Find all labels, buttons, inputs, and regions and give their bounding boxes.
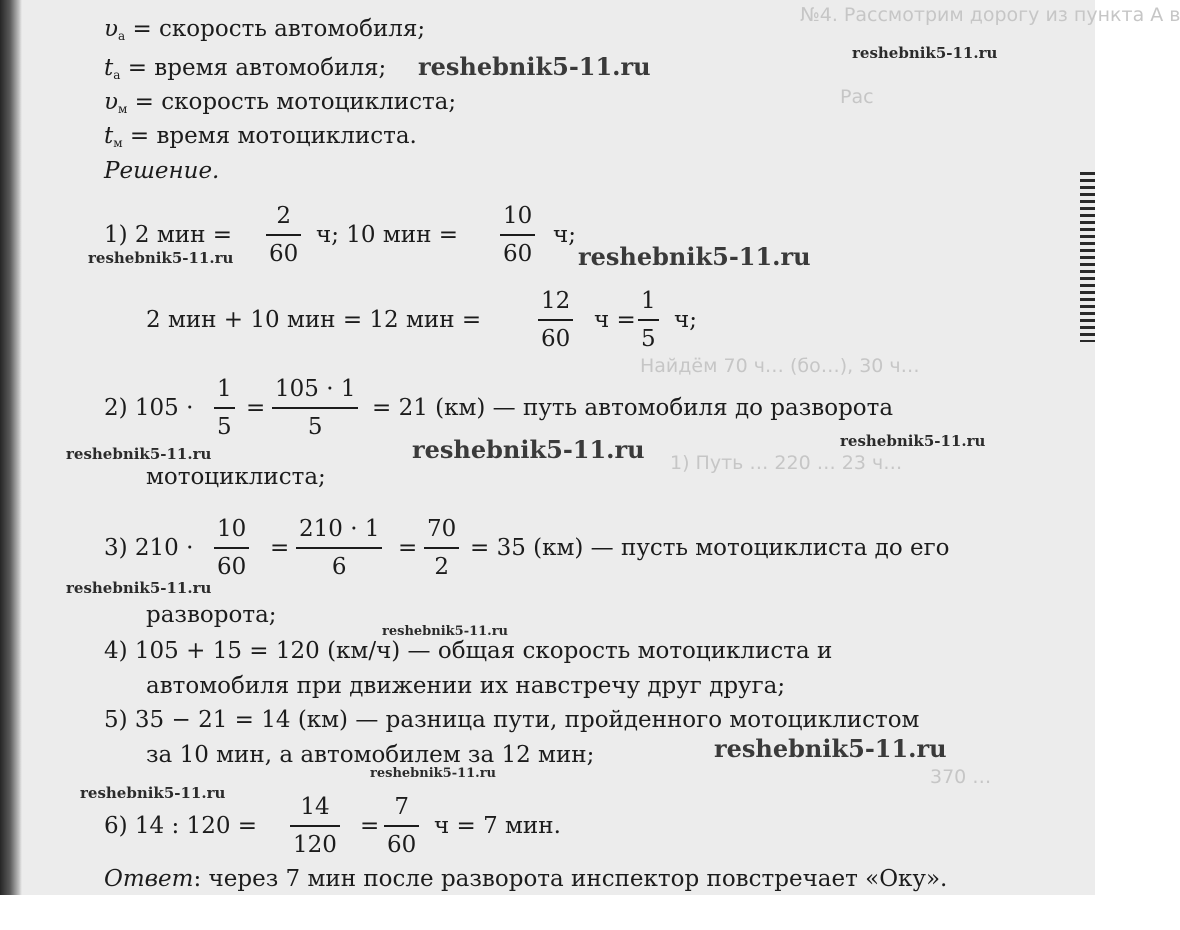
step-3-text: = (398, 535, 418, 561)
fraction: 14 120 (290, 796, 340, 857)
step-4-text: 4) 105 + 15 = 120 (км/ч) — общая скорость мотоциклиста и (104, 638, 833, 664)
watermark: reshebnik5-11.ru (80, 784, 226, 802)
watermark: reshebnik5-11.ru (578, 242, 811, 271)
page-binding-shadow (0, 0, 22, 895)
definition-line: $t_м$ = время мотоциклиста. (104, 123, 417, 150)
step-5-text: 5) 35 − 21 = 14 (км) — разница пути, пройденного мотоциклистом (104, 707, 920, 733)
step-6-text: 6) 14 : 120 = (104, 813, 258, 839)
step-1-text: ч; 10 мин = (316, 222, 458, 248)
watermark: reshebnik5-11.ru (418, 52, 651, 81)
bleed-through-text: Найдём 70 ч… (бо…), 30 ч… (640, 355, 920, 377)
definition-line: $\upsilon_м$ = скорость мотоциклиста; (104, 89, 457, 116)
step-1-text: ч = (594, 307, 636, 333)
watermark: reshebnik5-11.ru (370, 766, 497, 781)
answer-label: Ответ (104, 866, 194, 892)
watermark: reshebnik5-11.ru (852, 44, 998, 62)
solution-heading: Решение. (104, 158, 220, 184)
fraction: 210 · 1 6 (296, 518, 382, 579)
fraction: 1 5 (638, 290, 659, 351)
definition-line: $\upsilon_а$ = скорость автомобиля; (104, 16, 426, 43)
watermark: reshebnik5-11.ru (382, 624, 509, 639)
fraction: 1 5 (214, 378, 235, 439)
bleed-through-text: Рас (840, 86, 874, 108)
bleed-through-text: №4. Рассмотрим дорогу из пункта А в (800, 4, 1180, 26)
fraction: 10 60 (500, 205, 535, 266)
step-3-text: 3) 210 · (104, 535, 194, 561)
fraction: 12 60 (538, 290, 573, 351)
watermark: reshebnik5-11.ru (66, 445, 212, 463)
watermark: reshebnik5-11.ru (840, 432, 986, 450)
step-6-text: ч = 7 мин. (434, 813, 561, 839)
step-1-text: 2 мин + 10 мин = 12 мин = (146, 307, 482, 333)
step-1-text: ч; (553, 222, 576, 248)
fraction: 105 · 1 5 (272, 378, 358, 439)
step-6-text: = (360, 813, 380, 839)
watermark: reshebnik5-11.ru (88, 249, 234, 267)
fraction: 2 60 (266, 205, 301, 266)
step-2-text: мотоциклиста; (146, 464, 326, 490)
step-1-text: ч; (674, 307, 697, 333)
bleed-through-text: 370 … (930, 766, 992, 788)
step-2-text: = 21 (км) — путь автомобиля до разворота (372, 395, 894, 421)
step-1-text: 1) 2 мин = (104, 222, 232, 248)
fraction: 70 2 (424, 518, 459, 579)
step-2-text: 2) 105 · (104, 395, 194, 421)
definition-line: $t_а$ = время автомобиля; (104, 55, 387, 82)
watermark: reshebnik5-11.ru (66, 579, 212, 597)
step-3-text: = (270, 535, 290, 561)
step-4-text: автомобиля при движении их навстречу друг друга; (146, 673, 786, 699)
step-2-text: = (246, 395, 266, 421)
page-edge-marks (1080, 172, 1095, 342)
answer-line (104, 868, 947, 891)
step-5-text: за 10 мин, а автомобилем за 12 мин; (146, 742, 595, 768)
fraction: 7 60 (384, 796, 419, 857)
step-3-text: = 35 (км) — пусть мотоциклиста до его (470, 535, 950, 561)
step-3-text: разворота; (146, 602, 277, 628)
fraction: 10 60 (214, 518, 249, 579)
watermark: reshebnik5-11.ru (714, 734, 947, 763)
bleed-through-text: 1) Путь … 220 … 23 ч… (670, 452, 903, 474)
watermark: reshebnik5-11.ru (412, 435, 645, 464)
answer-text: : через 7 мин после разворота инспектор повстречает «Оку». (193, 866, 948, 892)
